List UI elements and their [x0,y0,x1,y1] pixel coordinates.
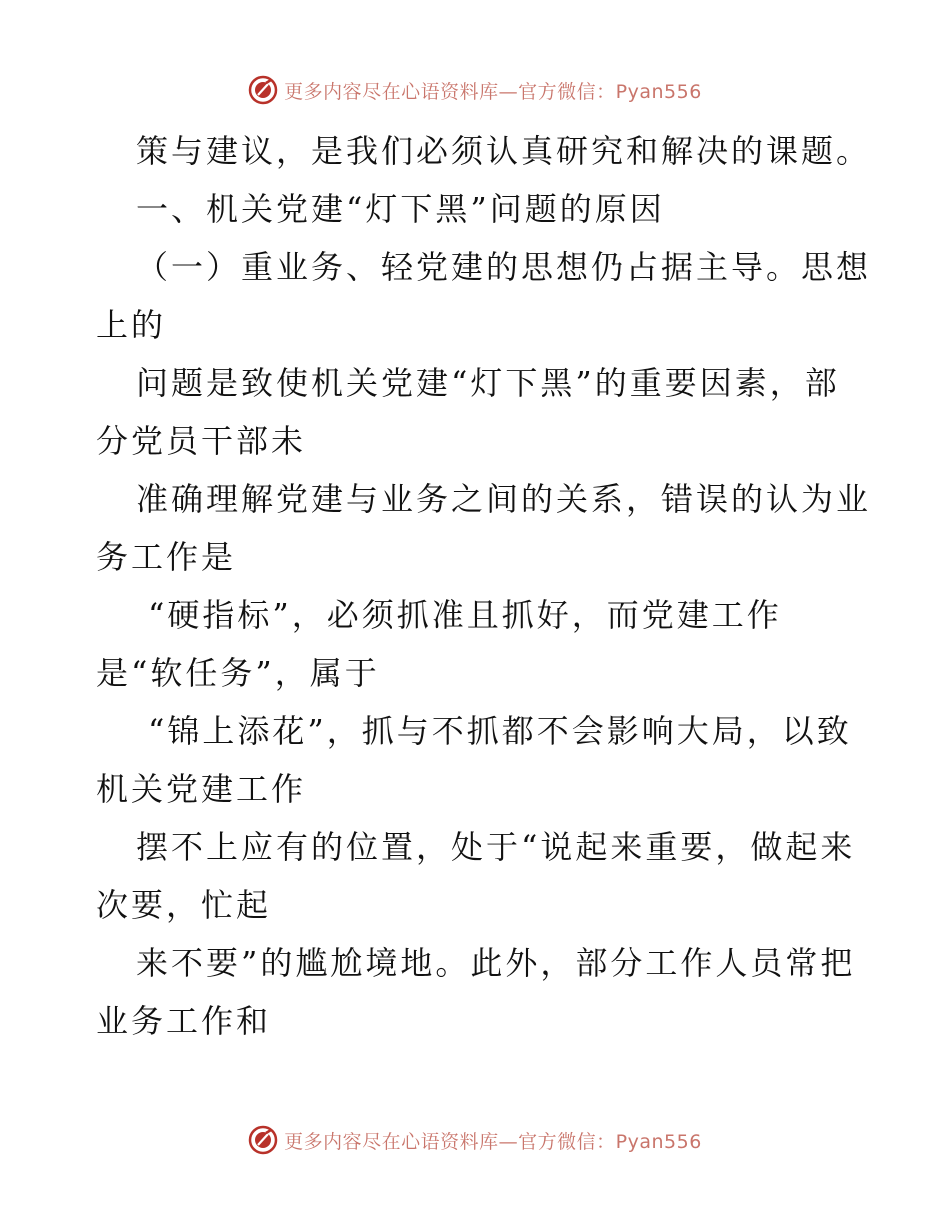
header-separator: — [498,80,519,103]
body-line: 机关党建工作 [96,770,307,808]
footer-site-name: 更多内容尽在心语资料库 [284,1130,499,1153]
footer-text [284,1127,702,1154]
body-line: 上的 [96,306,167,344]
logo-seal-icon [248,1125,278,1155]
footer-watermark [0,1122,950,1158]
body-line: 来不要”的尴尬境地。此外，部分工作人员常把 [136,944,856,982]
body-line: 摆不上应有的位置，处于“说起来重要，做起来 [136,828,856,866]
body-line: “硬指标”，必须抓准且抓好，而党建工作 [148,596,782,634]
section-heading: 一、机关党建“灯下黑”问题的原因 [136,190,665,228]
header-wechat: 官方微信：Pyan556 [518,80,702,103]
logo-seal-icon [248,75,278,105]
header-text [284,77,702,104]
body-line: 分党员干部未 [96,422,307,460]
header-watermark [0,72,950,108]
body-line: “锦上添花”，抓与不抓都不会影响大局，以致 [148,712,852,750]
document-body [96,122,872,1050]
body-line: 策与建议，是我们必须认真研究和解决的课题。 [136,132,872,170]
header-site-name: 更多内容尽在心语资料库 [284,80,499,103]
footer-wechat: 官方微信：Pyan556 [518,1130,702,1153]
body-line: 准确理解党建与业务之间的关系，错误的认为业 [136,480,872,518]
body-line: 业务工作和 [96,1002,272,1040]
body-line: 问题是致使机关党建“灯下黑”的重要因素，部 [136,364,840,402]
subsection-heading: （一）重业务、轻党建的思想仍占据主导。思想 [136,248,872,286]
body-line: 务工作是 [96,538,237,576]
body-line: 次要，忙起 [96,886,272,924]
footer-separator: — [498,1130,519,1153]
body-line: 是“软任务”，属于 [96,654,380,692]
